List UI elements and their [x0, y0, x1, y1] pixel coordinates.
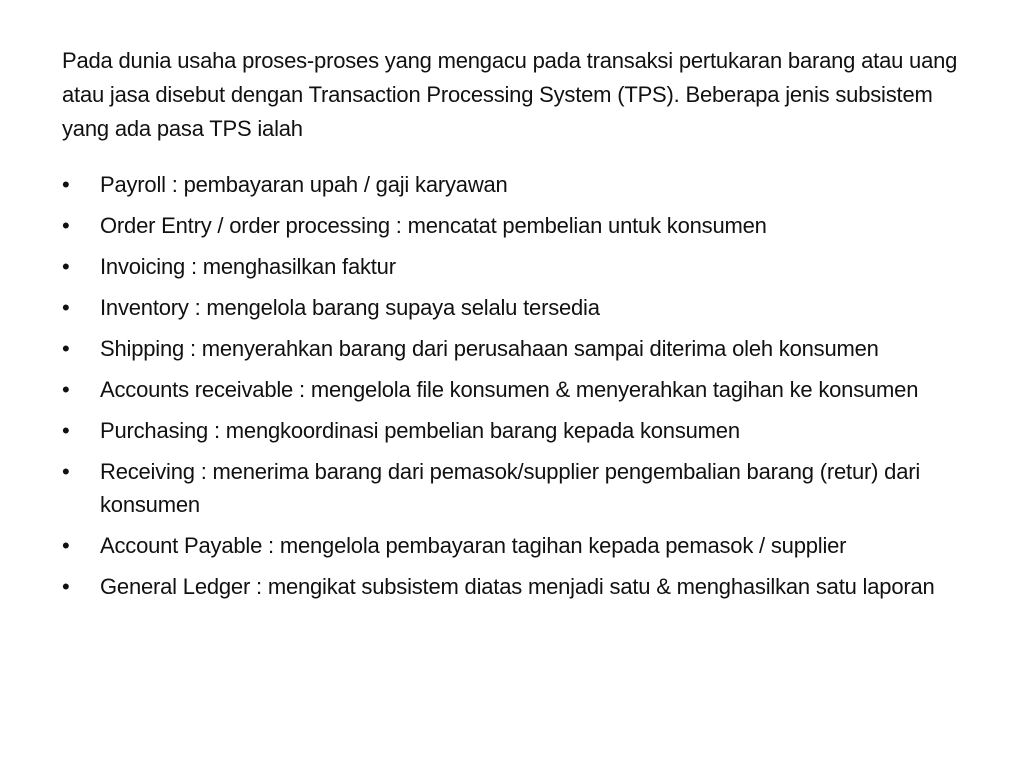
list-item-text: Receiving : menerima barang dari pemasok/supplier pengembalian barang (retur) dari konsumen: [100, 459, 921, 517]
bullet-icon: •: [62, 533, 70, 558]
list-item-text: Inventory : mengelola barang supaya selalu tersedia: [100, 295, 600, 320]
bullet-icon: •: [62, 254, 70, 279]
list-item: [62, 414, 967, 447]
list-item: [62, 209, 967, 242]
bullet-icon: •: [62, 336, 70, 361]
list-item-text: Payroll : pembayaran upah / gaji karyawan: [100, 172, 508, 197]
list-item: [62, 168, 967, 201]
bullet-icon: •: [62, 295, 70, 320]
list-item-text: General Ledger : mengikat subsistem diatas menjadi satu & menghasilkan satu laporan: [100, 574, 935, 599]
list-item-text: Shipping : menyerahkan barang dari perusahaan sampai diterima oleh konsumen: [100, 336, 879, 361]
list-item-text: Invoicing : menghasilkan faktur: [100, 254, 396, 279]
list-item-text: Purchasing : mengkoordinasi pembelian barang kepada konsumen: [100, 418, 740, 443]
list-item: [62, 455, 967, 521]
list-item: [62, 570, 967, 603]
list-item: [62, 291, 967, 324]
list-item: [62, 373, 967, 406]
bullet-icon: •: [62, 377, 70, 402]
bullet-icon: •: [62, 459, 70, 484]
list-item: [62, 250, 967, 283]
intro-paragraph: Pada dunia usaha proses-proses yang mengacu pada transaksi pertukaran barang atau uang atau jasa disebut dengan Transaction Processing System (TPS). Beberapa jenis subsistem yang ada pasa TPS ialah: [62, 48, 958, 141]
list-item: [62, 332, 967, 365]
bullet-icon: •: [62, 213, 70, 238]
list-item: [62, 529, 967, 562]
bullet-icon: •: [62, 172, 70, 197]
list-item-text: Order Entry / order processing : mencatat pembelian untuk konsumen: [100, 213, 767, 238]
subsystem-list: [62, 168, 967, 603]
list-item-text: Accounts receivable : mengelola file konsumen & menyerahkan tagihan ke konsumen: [100, 377, 919, 402]
list-item-text: Account Payable : mengelola pembayaran tagihan kepada pemasok / supplier: [100, 533, 847, 558]
bullet-icon: •: [62, 418, 70, 443]
bullet-icon: •: [62, 574, 70, 599]
